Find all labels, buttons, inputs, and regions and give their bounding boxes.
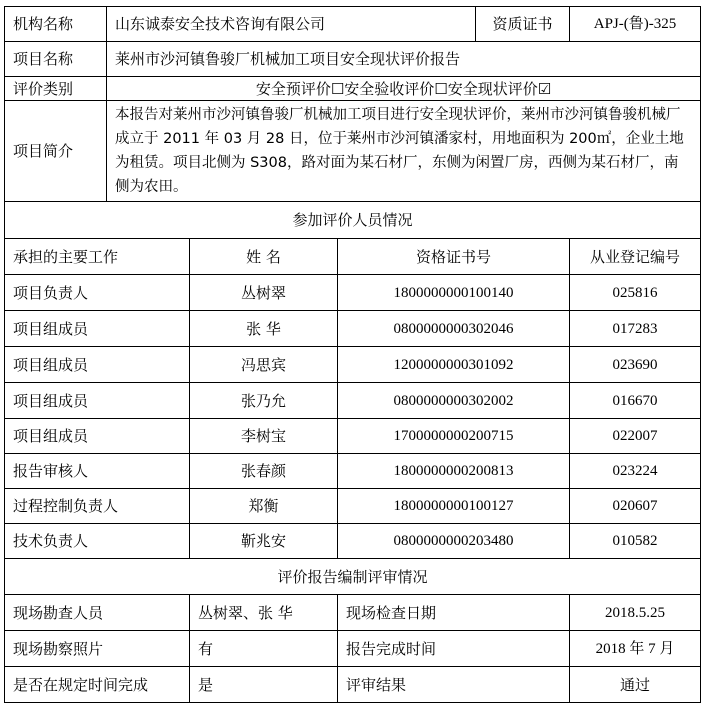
table-row (5, 489, 701, 524)
table-row (5, 311, 701, 347)
cert-cell: 1700000000200715 (338, 419, 570, 454)
name-cell: 冯思宾 (190, 347, 338, 383)
intro-row (5, 101, 701, 202)
review-row (5, 667, 701, 703)
col-header-cert: 资格证书号 (338, 239, 570, 275)
name-cell: 李树宝 (190, 419, 338, 454)
review-value-right: 2018 年 7 月 (570, 631, 701, 667)
role-cell: 项目组成员 (5, 311, 190, 347)
name-cell: 张 华 (190, 311, 338, 347)
review-value-left: 丛树翠、张 华 (190, 595, 338, 631)
cert-cell: 1800000000100127 (338, 489, 570, 524)
reg-cell: 022007 (570, 419, 701, 454)
role-cell: 项目负责人 (5, 275, 190, 311)
review-row (5, 595, 701, 631)
review-value-left: 有 (190, 631, 338, 667)
col-header-reg: 从业登记编号 (570, 239, 701, 275)
review-label-right: 报告完成时间 (338, 631, 570, 667)
role-cell: 项目组成员 (5, 383, 190, 419)
cert-cell: 1200000000301092 (338, 347, 570, 383)
review-label-left: 是否在规定时间完成 (5, 667, 190, 703)
cert-cell: 1800000000100140 (338, 275, 570, 311)
cert-cell: 1800000000200813 (338, 454, 570, 489)
role-cell: 报告审核人 (5, 454, 190, 489)
reg-cell: 020607 (570, 489, 701, 524)
review-value-right: 2018.5.25 (570, 595, 701, 631)
name-cell: 张春颜 (190, 454, 338, 489)
type-label: 评价类别 (5, 77, 107, 101)
reg-cell: 023224 (570, 454, 701, 489)
reg-cell: 016670 (570, 383, 701, 419)
review-value-left: 是 (190, 667, 338, 703)
type-row (5, 77, 701, 101)
table-row (5, 454, 701, 489)
project-label: 项目名称 (5, 42, 107, 77)
reg-cell: 010582 (570, 524, 701, 559)
role-cell: 项目组成员 (5, 419, 190, 454)
name-cell: 丛树翠 (190, 275, 338, 311)
intro-value: 本报告对莱州市沙河镇鲁骏厂机械加工项目进行安全现状评价，莱州市沙河镇鲁骏机械厂成立于 2011 年 03 月 28 日，位于莱州市沙河镇潘家村，用地面积为 200㎡，企业土地为租赁。项目北侧为 S308，路对面为某石材厂，东侧为闲置厂房，西侧为某石材厂，南侧为农田。 (107, 101, 701, 202)
cert-cell: 0800000000302046 (338, 311, 570, 347)
reg-cell: 023690 (570, 347, 701, 383)
review-section-row (5, 559, 701, 595)
review-label-right: 现场检查日期 (338, 595, 570, 631)
cert-cell: 0800000000203480 (338, 524, 570, 559)
reg-cell: 025816 (570, 275, 701, 311)
review-label-right: 评审结果 (338, 667, 570, 703)
review-label-left: 现场勘察照片 (5, 631, 190, 667)
role-cell: 技术负责人 (5, 524, 190, 559)
review-row (5, 631, 701, 667)
table-row (5, 524, 701, 559)
name-cell: 郑衡 (190, 489, 338, 524)
cert-label: 资质证书 (476, 7, 570, 42)
intro-label: 项目简介 (5, 101, 107, 202)
table-row (5, 419, 701, 454)
project-value: 莱州市沙河镇鲁骏厂机械加工项目安全现状评价报告 (107, 42, 701, 77)
review-value-right: 通过 (570, 667, 701, 703)
reg-cell: 017283 (570, 311, 701, 347)
personnel-section-title: 参加评价人员情况 (5, 202, 701, 239)
name-cell: 靳兆安 (190, 524, 338, 559)
review-section-title: 评价报告编制评审情况 (5, 559, 701, 595)
personnel-section-row (5, 202, 701, 239)
cert-value: APJ-(鲁)-325 (570, 7, 701, 42)
role-cell: 项目组成员 (5, 347, 190, 383)
table-row (5, 383, 701, 419)
table-row (5, 275, 701, 311)
review-label-left: 现场勘查人员 (5, 595, 190, 631)
cert-cell: 0800000000302002 (338, 383, 570, 419)
org-value: 山东诚泰安全技术咨询有限公司 (107, 7, 476, 42)
col-header-role: 承担的主要工作 (5, 239, 190, 275)
name-cell: 张乃允 (190, 383, 338, 419)
org-label: 机构名称 (5, 7, 107, 42)
table-row (5, 347, 701, 383)
personnel-header-row (5, 239, 701, 275)
role-cell: 过程控制负责人 (5, 489, 190, 524)
type-value: 安全预评价☐安全验收评价☐安全现状评价☑ (107, 77, 701, 101)
col-header-name: 姓 名 (190, 239, 338, 275)
org-row (5, 7, 701, 42)
project-row (5, 42, 701, 77)
report-info-table (4, 6, 701, 703)
